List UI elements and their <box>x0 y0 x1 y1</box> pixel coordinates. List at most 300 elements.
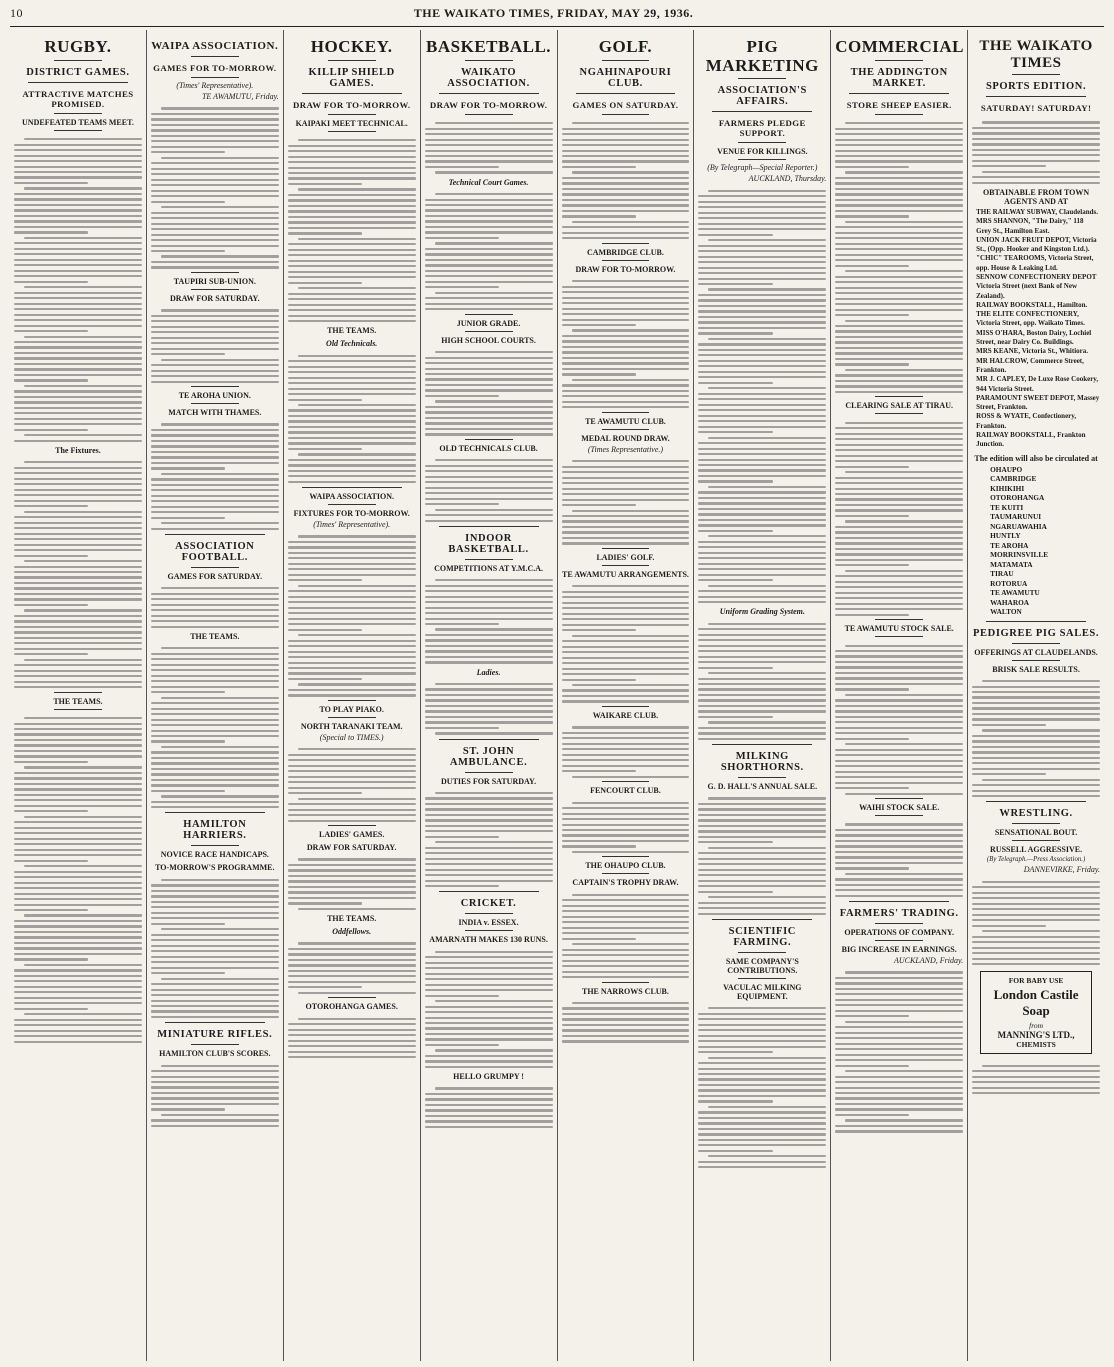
text-line <box>425 956 553 958</box>
text-line <box>698 382 772 384</box>
text-line <box>425 688 553 690</box>
text-line <box>835 738 909 740</box>
text-line <box>562 499 690 501</box>
agent-item: SENNOW CONFECTIONERY DEPOT Victoria Street (next Bank of New Zealand). <box>976 272 1097 300</box>
text-line <box>161 107 279 109</box>
text-line <box>698 1018 826 1020</box>
harriers-novice: NOVICE RACE HANDICAPS. <box>160 850 269 860</box>
text-line <box>435 351 553 353</box>
text-line <box>161 1114 279 1116</box>
text-line <box>151 140 279 142</box>
rugby-fixtures-text <box>14 457 142 688</box>
text-line <box>835 455 963 457</box>
text-line <box>562 807 690 809</box>
agent-item: MR J. CAPLEY, De Luxe Rose Cookery, 944 Victoria Street. <box>976 375 1099 393</box>
text-line <box>14 810 88 812</box>
text-line <box>572 460 690 462</box>
soap-advertisement <box>980 971 1092 1054</box>
text-line <box>14 193 142 195</box>
text-line <box>288 959 416 961</box>
text-line <box>435 683 553 685</box>
text-line <box>14 522 142 524</box>
milking-heading: MILKING SHORTHORNS. <box>720 751 804 774</box>
text-line <box>425 694 553 696</box>
text-line <box>562 232 690 234</box>
text-line <box>835 840 963 842</box>
text-line <box>14 341 142 343</box>
basketball-tech-body <box>425 189 553 311</box>
text-line <box>845 320 963 322</box>
text-line <box>698 1051 772 1053</box>
town-item: MATAMATA <box>990 559 1033 569</box>
text-line <box>698 819 826 821</box>
text-line <box>14 626 142 628</box>
text-line <box>562 133 690 135</box>
text-line <box>698 557 826 559</box>
text-line <box>835 139 963 141</box>
text-line <box>14 675 142 677</box>
text-line <box>562 668 690 670</box>
text-line <box>151 348 279 350</box>
wt-obtainable: OBTAINABLE FROM TOWN AGENTS AND AT <box>982 187 1090 206</box>
indoor-ladies-body <box>425 679 553 735</box>
text-line <box>572 684 690 686</box>
text-line <box>24 1013 142 1015</box>
text-line <box>698 469 826 471</box>
text-line <box>151 364 279 366</box>
text-line <box>835 1097 963 1099</box>
text-line <box>14 1002 142 1004</box>
text-line <box>698 699 826 701</box>
text-line <box>151 320 279 322</box>
text-line <box>151 994 279 996</box>
text-line <box>562 477 690 479</box>
text-line <box>14 527 142 529</box>
commercial-addington: THE ADDINGTON MARKET. <box>850 66 948 89</box>
text-line <box>698 459 826 461</box>
text-line <box>151 146 279 148</box>
text-line <box>151 370 279 372</box>
text-line <box>425 470 553 472</box>
text-line <box>425 492 553 494</box>
text-line <box>151 353 225 355</box>
golf-waikare: WAIKARE CLUB. <box>592 710 659 720</box>
text-line <box>288 437 416 439</box>
text-line <box>298 798 416 800</box>
text-line <box>24 187 142 189</box>
text-line <box>708 1057 826 1059</box>
text-line <box>24 286 142 288</box>
text-line <box>14 744 142 746</box>
text-line <box>835 999 963 1001</box>
text-line <box>562 542 690 544</box>
text-line <box>425 1098 553 1100</box>
text-line <box>288 360 416 362</box>
text-line <box>288 552 416 554</box>
text-line <box>151 337 279 339</box>
text-line <box>425 150 553 152</box>
hockey-rep: (Times' Representative). <box>313 519 391 529</box>
text-line <box>698 880 826 882</box>
text-line <box>14 363 142 365</box>
text-line <box>425 618 553 620</box>
text-line <box>288 557 416 559</box>
text-line <box>298 139 416 141</box>
text-line <box>835 488 963 490</box>
text-line <box>698 267 826 269</box>
text-line <box>425 308 553 310</box>
text-line <box>708 623 826 625</box>
text-line <box>288 902 362 904</box>
text-line <box>698 667 772 669</box>
text-line <box>835 765 963 767</box>
golf-captains: CAPTAIN'S TROPHY DRAW. <box>572 878 679 888</box>
scientific-vaculac: VACULAC MILKING EQUIPMENT. <box>723 982 802 1001</box>
text-line <box>298 683 416 685</box>
text-line <box>151 326 279 328</box>
text-line <box>835 150 963 152</box>
text-line <box>835 292 963 294</box>
text-line <box>562 526 690 528</box>
text-line <box>835 553 963 555</box>
text-line <box>14 144 142 146</box>
text-line <box>151 967 279 969</box>
text-line <box>562 406 690 408</box>
text-line <box>14 637 142 639</box>
scientific-body <box>698 1003 826 1169</box>
text-line <box>572 329 690 331</box>
text-line <box>835 575 963 577</box>
text-line <box>562 471 690 473</box>
text-line <box>562 384 690 386</box>
golf-ohaupo-body <box>562 889 690 978</box>
text-line <box>835 1032 963 1034</box>
text-line <box>151 669 279 671</box>
ad-baby-use: FOR BABY USE <box>1008 976 1064 986</box>
text-line <box>562 754 690 756</box>
text-line <box>698 650 826 652</box>
text-line <box>151 779 279 781</box>
text-line <box>14 270 142 272</box>
agent-item: RAILWAY BOOKSTALL, Frankton Junction. <box>976 431 1086 449</box>
text-line <box>835 1059 963 1061</box>
basketball-old-tech: OLD TECHNICALS CLUB. <box>439 443 538 453</box>
text-line <box>835 586 963 588</box>
text-line <box>24 560 142 562</box>
text-line <box>698 1144 826 1146</box>
text-line <box>972 757 1100 759</box>
text-line <box>698 201 826 203</box>
text-line <box>425 830 553 832</box>
text-line <box>572 122 690 124</box>
text-line <box>562 177 690 179</box>
text-line <box>288 568 416 570</box>
text-line <box>14 821 142 823</box>
hockey-piako: TO PLAY PIAKO. <box>319 704 384 714</box>
text-line <box>288 869 416 871</box>
text-line <box>562 640 690 642</box>
text-line <box>562 949 690 951</box>
text-line <box>435 628 553 630</box>
text-line <box>835 559 963 561</box>
agent-item: UNION JACK FRUIT DEPOT, Victoria St., (Opp. Hooker and Kingston Ltd.). <box>976 235 1097 254</box>
text-line <box>288 177 416 179</box>
text-line <box>14 887 142 889</box>
text-line <box>835 1037 963 1039</box>
text-line <box>835 287 963 289</box>
rifles-heading: MINIATURE RIFLES. <box>157 1029 273 1041</box>
text-line <box>835 182 963 184</box>
text-line <box>425 503 499 505</box>
text-line <box>698 480 772 482</box>
text-line <box>288 986 362 988</box>
text-line <box>835 352 963 354</box>
harriers-body <box>151 874 279 1018</box>
text-line <box>14 566 142 568</box>
text-line <box>835 771 963 773</box>
text-line <box>698 398 826 400</box>
text-line <box>288 975 416 977</box>
text-line <box>698 645 826 647</box>
text-line <box>14 893 142 895</box>
text-line <box>698 448 826 450</box>
text-line <box>14 478 142 480</box>
columns <box>10 30 1104 1361</box>
text-line <box>835 144 963 146</box>
text-line <box>425 1115 553 1117</box>
text-line <box>151 719 279 721</box>
text-line <box>14 259 142 261</box>
text-line <box>425 847 553 849</box>
text-line <box>425 825 553 827</box>
text-line <box>698 546 826 548</box>
text-line <box>425 226 553 228</box>
text-line <box>288 629 362 631</box>
text-line <box>14 1008 88 1010</box>
text-line <box>425 607 553 609</box>
text-line <box>562 226 690 228</box>
text-line <box>835 776 963 778</box>
text-line <box>161 255 279 257</box>
text-line <box>698 841 772 843</box>
text-line <box>562 182 690 184</box>
text-line <box>562 139 690 141</box>
hello-body <box>425 1083 553 1128</box>
text-line <box>288 475 416 477</box>
text-line <box>698 217 826 219</box>
wt-body <box>972 117 1100 184</box>
town-item: TE AWAMUTU <box>990 588 1040 598</box>
text-line <box>435 171 553 173</box>
text-line <box>845 873 963 875</box>
text-line <box>835 650 963 652</box>
text-line <box>708 190 826 192</box>
text-line <box>845 793 963 795</box>
text-line <box>835 661 963 663</box>
text-line <box>288 590 416 592</box>
pig-grading: Uniform Grading System. <box>719 607 805 617</box>
text-line <box>562 916 690 918</box>
text-line <box>14 733 142 735</box>
text-line <box>698 343 826 345</box>
text-line <box>14 783 142 785</box>
text-line <box>562 813 690 815</box>
agent-item: MISS O'HARA, Boston Dairy, Lochiel Street, near Dairy Co. Buildings. <box>976 328 1092 347</box>
text-line <box>151 1076 279 1078</box>
text-line <box>151 239 279 241</box>
golf-ladies: LADIES' GOLF. <box>596 552 655 562</box>
stjohn-body <box>425 788 553 888</box>
text-line <box>562 748 690 750</box>
text-line <box>14 642 142 644</box>
text-line <box>562 150 690 152</box>
text-line <box>425 417 553 419</box>
text-line <box>425 481 553 483</box>
text-line <box>562 732 690 734</box>
golf-ngahinapouri: NGAHINAPOURI CLUB. <box>579 66 672 89</box>
text-line <box>835 460 963 462</box>
text-line <box>698 530 772 532</box>
text-line <box>572 280 690 282</box>
text-line <box>425 623 499 625</box>
text-line <box>298 355 416 357</box>
hockey-north-body <box>288 744 416 822</box>
text-line <box>425 650 553 652</box>
text-line <box>698 852 826 854</box>
text-line <box>14 198 142 200</box>
text-line <box>288 464 416 466</box>
text-line <box>288 145 416 147</box>
text-line <box>425 727 499 729</box>
column-waikato-times <box>968 30 1104 1361</box>
text-line <box>835 128 963 130</box>
waipa-body <box>151 103 279 269</box>
text-line <box>425 411 553 413</box>
text-line <box>151 730 279 732</box>
text-line <box>425 237 499 239</box>
text-line <box>425 248 553 250</box>
text-line <box>972 735 1100 737</box>
text-line <box>435 242 553 244</box>
pig-grading-body <box>698 618 826 740</box>
text-line <box>14 231 88 233</box>
text-line <box>14 604 88 606</box>
text-line <box>835 433 963 435</box>
text-line <box>151 598 279 600</box>
text-line <box>835 889 963 891</box>
text-line <box>151 1005 279 1007</box>
text-line <box>288 662 416 664</box>
hockey-old-tech: Old Technicals. <box>326 339 378 349</box>
text-line <box>425 253 553 255</box>
text-line <box>698 310 826 312</box>
text-line <box>698 420 826 422</box>
text-line <box>425 585 553 587</box>
commercial-heading: COMMERCIAL <box>835 37 964 56</box>
text-line <box>288 399 362 401</box>
text-line <box>14 997 142 999</box>
text-line <box>708 387 826 389</box>
text-line <box>835 193 963 195</box>
text-line <box>562 695 690 697</box>
text-line <box>151 135 279 137</box>
text-line <box>835 303 963 305</box>
text-line <box>572 851 690 853</box>
hockey-north-tara: NORTH TARANAKI TEAM. <box>300 721 403 731</box>
text-line <box>835 1026 963 1028</box>
text-line <box>151 162 279 164</box>
text-line <box>972 947 1100 949</box>
text-line <box>698 1100 772 1102</box>
golf-narrows: THE NARROWS CLUB. <box>581 986 669 996</box>
text-line <box>288 260 416 262</box>
text-line <box>14 330 88 332</box>
text-line <box>151 713 279 715</box>
text-line <box>562 346 690 348</box>
text-line <box>14 843 142 845</box>
text-line <box>425 645 553 647</box>
text-line <box>161 206 279 208</box>
text-line <box>835 498 963 500</box>
text-line <box>288 814 416 816</box>
text-line <box>835 710 963 712</box>
text-line <box>562 673 690 675</box>
text-line <box>288 1051 416 1053</box>
teaha-heading: TE AROHA UNION. <box>178 391 251 401</box>
text-line <box>288 309 416 311</box>
text-line <box>24 237 142 239</box>
text-line <box>835 834 963 836</box>
text-line <box>562 829 690 831</box>
text-line <box>288 366 416 368</box>
column-golf <box>558 30 695 1361</box>
text-line <box>845 221 963 223</box>
text-line <box>288 371 416 373</box>
text-line <box>161 587 279 589</box>
town-item: MORRINSVILLE <box>990 550 1049 560</box>
text-line <box>288 891 416 893</box>
text-line <box>972 941 1100 943</box>
text-line <box>425 520 553 522</box>
text-line <box>288 820 416 822</box>
text-line <box>14 423 142 425</box>
text-line <box>14 390 142 392</box>
text-line <box>835 515 909 517</box>
text-line <box>698 639 826 641</box>
hockey-teams-body <box>288 350 416 483</box>
text-line <box>288 651 416 653</box>
text-line <box>151 489 279 491</box>
text-line <box>562 976 690 978</box>
text-line <box>425 286 499 288</box>
text-line <box>698 1161 826 1163</box>
text-line <box>151 917 279 919</box>
text-line <box>972 740 1100 742</box>
taupiri-draw: DRAW FOR SATURDAY. <box>170 293 260 303</box>
text-line <box>288 623 416 625</box>
text-line <box>161 157 279 159</box>
text-line <box>435 579 553 581</box>
text-line <box>288 656 416 658</box>
golf-ladies-body <box>562 581 690 703</box>
text-line <box>698 628 826 630</box>
text-line <box>562 770 636 772</box>
teaha-body <box>151 419 279 530</box>
text-line <box>982 881 1100 883</box>
text-line <box>698 1095 826 1097</box>
text-line <box>14 467 142 469</box>
text-line <box>972 686 1100 688</box>
